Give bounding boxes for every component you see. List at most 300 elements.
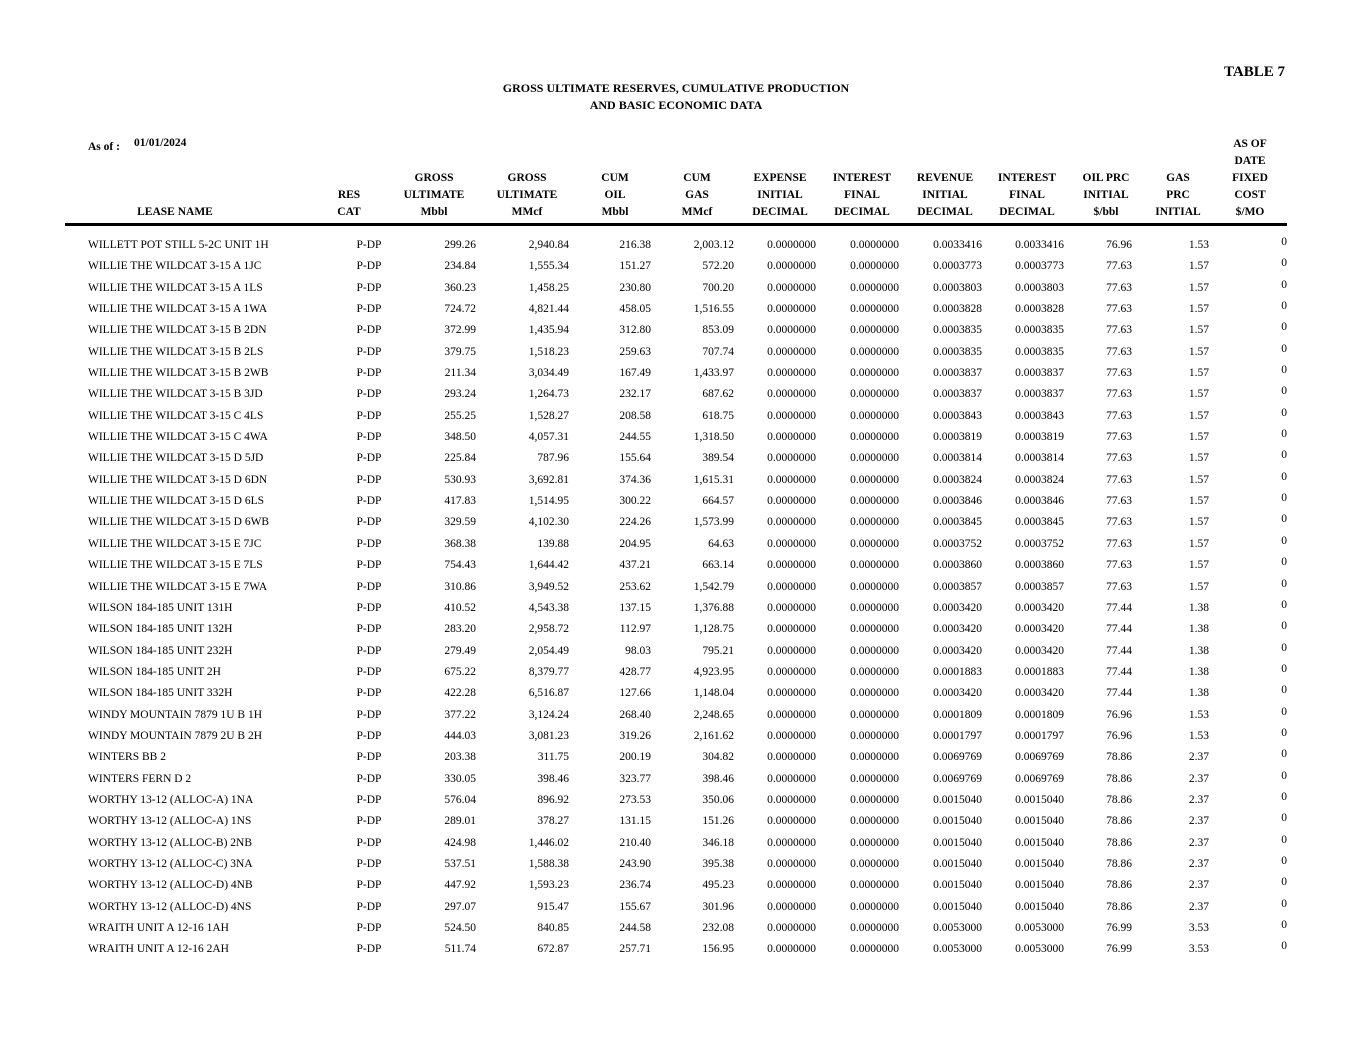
- gross-ult-gas-cell: 4,102.30: [528, 516, 569, 529]
- cum-gas-cell: 853.09: [702, 324, 734, 337]
- interest-final-cell: 0.0000000: [850, 879, 899, 892]
- revenue-initial-cell: 0.0003824: [933, 473, 982, 486]
- table-row: [65, 299, 1287, 320]
- header-gas-prc-line: GAS: [1166, 172, 1190, 184]
- expense-initial-cell: 0.0000000: [767, 537, 816, 550]
- oil-price-cell: 76.99: [1106, 943, 1132, 956]
- header-gross-ult-oil: [404, 170, 465, 221]
- expense-initial-cell: 0.0000000: [767, 665, 816, 678]
- cum-gas-cell: 572.20: [702, 260, 734, 273]
- revenue-initial-cell: 0.0003828: [933, 303, 982, 316]
- table-row: [65, 555, 1287, 576]
- interest-final-cell: 0.0000000: [850, 922, 899, 934]
- header-oil-prc: [1083, 170, 1130, 221]
- revenue-initial-cell: 0.0003773: [933, 260, 982, 273]
- cum-gas-cell: 350.06: [702, 793, 734, 806]
- oil-price-cell: 78.86: [1106, 879, 1132, 892]
- oil-price-cell: 78.86: [1106, 857, 1132, 870]
- header-res-cat: [337, 187, 360, 221]
- gas-price-cell: 1.57: [1188, 495, 1209, 508]
- table-row: [65, 278, 1287, 299]
- expense-initial-cell: 0.0000000: [767, 473, 816, 486]
- cum-gas-cell: 301.96: [702, 900, 734, 913]
- revenue-initial-cell: 0.0003803: [933, 281, 982, 294]
- lease-name-cell: WORTHY 13-12 (ALLOC-B) 2NB: [88, 836, 253, 849]
- report-title-line-1: GROSS ULTIMATE RESERVES, CUMULATIVE PRODUCTION: [502, 81, 850, 95]
- interest-final-cell: 0.0003837: [1015, 388, 1064, 401]
- table-row: [65, 534, 1287, 555]
- cum-oil-cell: 244.58: [619, 922, 651, 934]
- interest-final-cell: 0.0069769: [1015, 751, 1064, 764]
- interest-final-cell: 0.0015040: [1015, 815, 1064, 828]
- res-cat-cell: P-DP: [356, 729, 382, 742]
- header-fixed-cost-line: COST: [1234, 189, 1266, 201]
- header-fixed-cost: [1232, 136, 1268, 221]
- gross-ult-gas-cell: 1,644.42: [528, 559, 569, 572]
- interest-final-cell: 0.0069769: [1015, 772, 1064, 785]
- oil-price-cell: 77.63: [1106, 345, 1132, 358]
- fixed-cost-cell: 0: [1281, 854, 1287, 867]
- fixed-cost-cell: 0: [1281, 940, 1287, 953]
- header-revenue-initial-line: INITIAL: [922, 189, 968, 201]
- interest-final-cell: 0.0003814: [1015, 452, 1064, 465]
- gross-ult-oil-cell: 511.74: [444, 943, 476, 956]
- revenue-initial-cell: 0.0001883: [933, 665, 982, 678]
- gross-ult-oil-cell: 299.26: [444, 239, 476, 251]
- cum-oil-cell: 112.97: [619, 623, 651, 636]
- res-cat-cell: P-DP: [356, 943, 382, 956]
- interest-final-cell: 0.0003420: [1015, 601, 1064, 614]
- oil-price-cell: 76.96: [1106, 708, 1132, 721]
- gas-price-cell: 2.37: [1188, 793, 1209, 806]
- header-oil-prc-line: $/bbl: [1093, 206, 1119, 218]
- header-interest-final-1: [833, 170, 891, 221]
- cum-oil-cell: 98.03: [625, 644, 651, 657]
- gross-ult-gas-cell: 1,514.95: [528, 495, 569, 508]
- oil-price-cell: 77.63: [1106, 537, 1132, 550]
- oil-price-cell: 77.44: [1106, 687, 1132, 700]
- gas-price-cell: 3.53: [1188, 922, 1209, 934]
- interest-final-cell: 0.0003773: [1015, 260, 1064, 273]
- oil-price-cell: 78.86: [1106, 793, 1132, 806]
- interest-final-cell: 0.0003846: [1015, 495, 1064, 508]
- revenue-initial-cell: 0.0003846: [933, 495, 982, 508]
- cum-oil-cell: 253.62: [619, 580, 651, 593]
- oil-price-cell: 76.99: [1106, 922, 1132, 934]
- interest-final-cell: 0.0001809: [1015, 708, 1064, 721]
- oil-price-cell: 77.44: [1106, 623, 1132, 636]
- fixed-cost-cell: 0: [1281, 748, 1287, 761]
- interest-final-cell: 0.0003843: [1015, 409, 1064, 422]
- res-cat-cell: P-DP: [356, 431, 382, 444]
- gross-ult-gas-cell: 1,555.34: [528, 260, 569, 273]
- cum-gas-cell: 663.14: [702, 559, 734, 572]
- gross-ult-oil-cell: 754.43: [444, 559, 476, 572]
- fixed-cost-cell: 0: [1281, 919, 1287, 931]
- table-row: [65, 641, 1287, 662]
- cum-oil-cell: 155.64: [619, 452, 651, 465]
- res-cat-cell: P-DP: [356, 665, 382, 678]
- lease-name-cell: WILLIE THE WILDCAT 3-15 D 6WB: [88, 516, 270, 529]
- lease-name-cell: WILLIE THE WILDCAT 3-15 D 6DN: [88, 473, 268, 486]
- gross-ult-oil-cell: 225.84: [444, 452, 476, 465]
- cum-gas-cell: 1,573.99: [693, 516, 734, 529]
- res-cat-cell: P-DP: [356, 516, 382, 529]
- lease-name-cell: WINTERS BB 2: [88, 751, 166, 764]
- interest-final-cell: 0.0000000: [850, 516, 899, 529]
- expense-initial-cell: 0.0000000: [767, 303, 816, 316]
- res-cat-cell: P-DP: [356, 708, 382, 721]
- table-row: [65, 918, 1287, 939]
- gross-ult-oil-cell: 297.07: [444, 900, 476, 913]
- table-row: [65, 811, 1287, 832]
- gas-price-cell: 1.38: [1188, 665, 1209, 678]
- cum-oil-cell: 244.55: [619, 431, 651, 444]
- header-cum-oil-line: CUM: [601, 172, 629, 184]
- expense-initial-cell: 0.0000000: [767, 922, 816, 934]
- lease-name-cell: WILLIE THE WILDCAT 3-15 B 3JD: [88, 388, 263, 401]
- revenue-initial-cell: 0.0015040: [933, 793, 982, 806]
- gross-ult-oil-cell: 417.83: [444, 495, 476, 508]
- cum-oil-cell: 259.63: [619, 345, 651, 358]
- gross-ult-gas-cell: 398.46: [537, 772, 569, 785]
- fixed-cost-cell: 0: [1281, 492, 1287, 505]
- expense-initial-cell: 0.0000000: [767, 516, 816, 529]
- cum-gas-cell: 687.62: [702, 388, 734, 401]
- gas-price-cell: 1.57: [1188, 345, 1209, 358]
- revenue-initial-cell: 0.0001809: [933, 708, 982, 721]
- fixed-cost-cell: 0: [1281, 428, 1287, 441]
- header-rule: [65, 223, 1287, 226]
- table-row: [65, 470, 1287, 491]
- interest-final-cell: 0.0000000: [850, 751, 899, 764]
- gas-price-cell: 1.57: [1188, 452, 1209, 465]
- header-cum-gas: [682, 170, 713, 221]
- cum-oil-cell: 268.40: [619, 708, 651, 721]
- header-revenue-initial: [917, 170, 973, 221]
- cum-oil-cell: 167.49: [619, 367, 651, 380]
- revenue-initial-cell: 0.0003835: [933, 324, 982, 337]
- gross-ult-oil-cell: 524.50: [444, 922, 476, 934]
- fixed-cost-cell: 0: [1281, 236, 1287, 248]
- gross-ult-gas-cell: 1,435.94: [528, 324, 569, 337]
- header-cum-oil: [601, 170, 628, 221]
- header-interest-final-1-line: FINAL: [844, 189, 880, 201]
- expense-initial-cell: 0.0000000: [767, 836, 816, 849]
- as-of-date: 01/01/2024: [134, 137, 187, 149]
- oil-price-cell: 77.63: [1106, 324, 1132, 337]
- res-cat-cell: P-DP: [356, 687, 382, 700]
- interest-final-cell: 0.0000000: [850, 644, 899, 657]
- gross-ult-oil-cell: 255.25: [444, 409, 476, 422]
- interest-final-cell: 0.0003860: [1015, 559, 1064, 572]
- gas-price-cell: 1.57: [1188, 431, 1209, 444]
- interest-final-cell: 0.0000000: [850, 708, 899, 721]
- lease-name-cell: WILLIE THE WILDCAT 3-15 D 5JD: [88, 452, 264, 465]
- cum-oil-cell: 323.77: [619, 772, 651, 785]
- expense-initial-cell: 0.0000000: [767, 623, 816, 636]
- expense-initial-cell: 0.0000000: [767, 409, 816, 422]
- fixed-cost-cell: 0: [1281, 812, 1287, 825]
- gross-ult-oil-cell: 293.24: [444, 388, 476, 401]
- cum-gas-cell: 664.57: [702, 495, 734, 508]
- oil-price-cell: 77.44: [1106, 665, 1132, 678]
- res-cat-cell: P-DP: [356, 473, 382, 486]
- revenue-initial-cell: 0.0003845: [933, 516, 982, 529]
- revenue-initial-cell: 0.0015040: [933, 815, 982, 828]
- cum-gas-cell: 795.21: [702, 644, 734, 657]
- revenue-initial-cell: 0.0015040: [933, 857, 982, 870]
- fixed-cost-cell: 0: [1281, 641, 1287, 654]
- res-cat-cell: P-DP: [356, 580, 382, 593]
- lease-name-cell: WRAITH UNIT A 12-16 1AH: [88, 922, 229, 934]
- oil-price-cell: 78.86: [1106, 751, 1132, 764]
- oil-price-cell: 78.86: [1106, 815, 1132, 828]
- res-cat-cell: P-DP: [356, 367, 382, 380]
- interest-final-cell: 0.0000000: [850, 943, 899, 956]
- table-row: [65, 577, 1287, 598]
- fixed-cost-cell: 0: [1281, 449, 1287, 462]
- interest-final-cell: 0.0003752: [1015, 537, 1064, 550]
- gas-price-cell: 1.57: [1188, 303, 1209, 316]
- gross-ult-gas-cell: 3,034.49: [528, 367, 569, 380]
- res-cat-cell: P-DP: [356, 559, 382, 572]
- interest-final-cell: 0.0000000: [850, 815, 899, 828]
- table-row: [65, 235, 1287, 256]
- revenue-initial-cell: 0.0003857: [933, 580, 982, 593]
- res-cat-cell: P-DP: [356, 815, 382, 828]
- interest-final-cell: 0.0000000: [850, 729, 899, 742]
- revenue-initial-cell: 0.0069769: [933, 772, 982, 785]
- lease-name-cell: WILLIE THE WILDCAT 3-15 C 4WA: [88, 431, 268, 444]
- lease-name-cell: WILLIE THE WILDCAT 3-15 E 7JC: [88, 537, 262, 550]
- gas-price-cell: 1.38: [1188, 623, 1209, 636]
- interest-final-cell: 0.0000000: [850, 388, 899, 401]
- cum-gas-cell: 1,542.79: [693, 580, 734, 593]
- interest-final-cell: 0.0003803: [1015, 281, 1064, 294]
- lease-name-cell: WRAITH UNIT A 12-16 2AH: [88, 943, 229, 956]
- table-label: TABLE 7: [1224, 64, 1285, 80]
- cum-oil-cell: 127.66: [619, 687, 651, 700]
- interest-final-cell: 0.0003420: [1015, 687, 1064, 700]
- gross-ult-gas-cell: 896.92: [537, 793, 569, 806]
- as-of-label: As of :: [88, 141, 120, 153]
- table-row: [65, 875, 1287, 896]
- revenue-initial-cell: 0.0033416: [933, 239, 982, 251]
- expense-initial-cell: 0.0000000: [767, 260, 816, 273]
- gross-ult-oil-cell: 724.72: [444, 303, 476, 316]
- gross-ult-oil-cell: 537.51: [444, 857, 476, 870]
- oil-price-cell: 77.63: [1106, 452, 1132, 465]
- cum-oil-cell: 319.26: [619, 729, 651, 742]
- table-row: [65, 406, 1287, 427]
- cum-oil-cell: 216.38: [619, 239, 651, 251]
- gross-ult-oil-cell: 283.20: [444, 623, 476, 636]
- header-cum-gas-line: GAS: [685, 189, 709, 201]
- table-row: [65, 790, 1287, 811]
- lease-name-cell: WILLIE THE WILDCAT 3-15 B 2WB: [88, 367, 269, 380]
- lease-name-cell: WILLIE THE WILDCAT 3-15 E 7LS: [88, 559, 263, 572]
- gross-ult-gas-cell: 378.27: [537, 815, 569, 828]
- gas-price-cell: 1.53: [1188, 729, 1209, 742]
- gross-ult-gas-cell: 672.87: [537, 943, 569, 956]
- header-lease: [137, 204, 213, 221]
- table-row: [65, 448, 1287, 469]
- header-gas-prc-line: INITIAL: [1155, 206, 1201, 218]
- revenue-initial-cell: 0.0003814: [933, 452, 982, 465]
- table-row: [65, 897, 1287, 918]
- gas-price-cell: 1.57: [1188, 388, 1209, 401]
- interest-final-cell: 0.0000000: [850, 495, 899, 508]
- oil-price-cell: 77.63: [1106, 409, 1132, 422]
- table-row: [65, 512, 1287, 533]
- gross-ult-oil-cell: 447.92: [444, 879, 476, 892]
- gross-ult-gas-cell: 1,264.73: [528, 388, 569, 401]
- cum-oil-cell: 151.27: [619, 260, 651, 273]
- cum-oil-cell: 236.74: [619, 879, 651, 892]
- gross-ult-gas-cell: 4,821.44: [528, 303, 569, 316]
- oil-price-cell: 77.63: [1106, 431, 1132, 444]
- interest-final-cell: 0.0000000: [850, 836, 899, 849]
- cum-gas-cell: 495.23: [702, 879, 734, 892]
- gross-ult-oil-cell: 360.23: [444, 281, 476, 294]
- cum-gas-cell: 2,161.62: [693, 729, 734, 742]
- gas-price-cell: 1.57: [1188, 516, 1209, 529]
- fixed-cost-cell: 0: [1281, 278, 1287, 291]
- revenue-initial-cell: 0.0053000: [933, 943, 982, 956]
- gross-ult-oil-cell: 310.86: [444, 580, 476, 593]
- cum-gas-cell: 1,433.97: [693, 367, 734, 380]
- interest-final-cell: 0.0000000: [850, 367, 899, 380]
- oil-price-cell: 77.63: [1106, 367, 1132, 380]
- cum-oil-cell: 458.05: [619, 303, 651, 316]
- gross-ult-gas-cell: 8,379.77: [528, 665, 569, 678]
- header-interest-final-2: [998, 170, 1056, 221]
- cum-oil-cell: 273.53: [619, 793, 651, 806]
- header-gross-ult-gas-line: GROSS: [507, 172, 547, 184]
- gas-price-cell: 1.53: [1188, 239, 1209, 251]
- gross-ult-oil-cell: 377.22: [444, 708, 476, 721]
- oil-price-cell: 77.63: [1106, 580, 1132, 593]
- revenue-initial-cell: 0.0003752: [933, 537, 982, 550]
- table-row: [65, 833, 1287, 854]
- fixed-cost-cell: 0: [1281, 342, 1287, 355]
- cum-gas-cell: 1,318.50: [693, 431, 734, 444]
- reserves-table-body: [65, 235, 1287, 961]
- interest-final-cell: 0.0003857: [1015, 580, 1064, 593]
- lease-name-cell: WILSON 184-185 UNIT 131H: [88, 601, 233, 614]
- gross-ult-gas-cell: 139.88: [537, 537, 569, 550]
- cum-gas-cell: 1,615.31: [693, 473, 734, 486]
- cum-gas-cell: 389.54: [702, 452, 734, 465]
- gross-ult-gas-cell: 1,528.27: [528, 409, 569, 422]
- expense-initial-cell: 0.0000000: [767, 345, 816, 358]
- oil-price-cell: 77.63: [1106, 495, 1132, 508]
- res-cat-cell: P-DP: [356, 922, 382, 934]
- revenue-initial-cell: 0.0069769: [933, 751, 982, 764]
- expense-initial-cell: 0.0000000: [767, 324, 816, 337]
- header-fixed-cost-line: DATE: [1234, 155, 1266, 167]
- gross-ult-gas-cell: 1,446.02: [528, 836, 569, 849]
- gross-ult-gas-cell: 3,081.23: [528, 729, 569, 742]
- interest-final-cell: 0.0000000: [850, 580, 899, 593]
- gross-ult-gas-cell: 2,054.49: [528, 644, 569, 657]
- res-cat-cell: P-DP: [356, 879, 382, 892]
- oil-price-cell: 77.63: [1106, 260, 1132, 273]
- revenue-initial-cell: 0.0003420: [933, 644, 982, 657]
- table-row: [65, 256, 1287, 277]
- revenue-initial-cell: 0.0015040: [933, 879, 982, 892]
- res-cat-cell: P-DP: [356, 537, 382, 550]
- cum-gas-cell: 151.26: [702, 815, 734, 828]
- lease-name-cell: WILLIE THE WILDCAT 3-15 B 2DN: [88, 324, 267, 337]
- cum-gas-cell: 398.46: [702, 772, 734, 785]
- header-fixed-cost-line: FIXED: [1232, 172, 1268, 184]
- header-interest-final-1-line: INTEREST: [832, 172, 892, 184]
- gross-ult-gas-cell: 3,124.24: [528, 708, 569, 721]
- gross-ult-gas-cell: 3,949.52: [528, 580, 569, 593]
- gross-ult-oil-cell: 234.84: [444, 260, 476, 273]
- interest-final-cell: 0.0000000: [850, 687, 899, 700]
- res-cat-cell: P-DP: [356, 409, 382, 422]
- cum-oil-cell: 437.21: [619, 559, 651, 572]
- cum-gas-cell: 232.08: [702, 922, 734, 934]
- header-interest-final-2-line: FINAL: [1009, 189, 1045, 201]
- oil-price-cell: 77.63: [1106, 516, 1132, 529]
- cum-oil-cell: 374.36: [619, 473, 651, 486]
- interest-final-cell: 0.0003824: [1015, 473, 1064, 486]
- gas-price-cell: 2.37: [1188, 772, 1209, 785]
- interest-final-cell: 0.0003845: [1015, 516, 1064, 529]
- fixed-cost-cell: 0: [1281, 833, 1287, 846]
- header-cum-oil-line: OIL: [604, 189, 626, 201]
- fixed-cost-cell: 0: [1281, 705, 1287, 718]
- interest-final-cell: 0.0000000: [850, 857, 899, 870]
- res-cat-cell: P-DP: [356, 601, 382, 614]
- fixed-cost-cell: 0: [1281, 598, 1287, 611]
- fixed-cost-cell: 0: [1281, 876, 1287, 889]
- interest-final-cell: 0.0000000: [850, 665, 899, 678]
- interest-final-cell: 0.0015040: [1015, 793, 1064, 806]
- header-gross-ult-gas: [497, 170, 558, 221]
- lease-name-cell: WINDY MOUNTAIN 7879 2U B 2H: [88, 729, 263, 742]
- expense-initial-cell: 0.0000000: [767, 388, 816, 401]
- gas-price-cell: 1.53: [1188, 708, 1209, 721]
- cum-oil-cell: 137.15: [619, 601, 651, 614]
- fixed-cost-cell: 0: [1281, 897, 1287, 910]
- lease-name-cell: WORTHY 13-12 (ALLOC-C) 3NA: [88, 857, 253, 870]
- interest-final-cell: 0.0003835: [1015, 324, 1064, 337]
- lease-name-cell: WORTHY 13-12 (ALLOC-D) 4NS: [88, 900, 252, 913]
- lease-name-cell: WILSON 184-185 UNIT 332H: [88, 687, 233, 700]
- expense-initial-cell: 0.0000000: [767, 580, 816, 593]
- interest-final-cell: 0.0000000: [850, 537, 899, 550]
- oil-price-cell: 78.86: [1106, 772, 1132, 785]
- cum-oil-cell: 210.40: [619, 836, 651, 849]
- interest-final-cell: 0.0000000: [850, 409, 899, 422]
- interest-final-cell: 0.0001883: [1015, 665, 1064, 678]
- revenue-initial-cell: 0.0003420: [933, 687, 982, 700]
- oil-price-cell: 77.63: [1106, 303, 1132, 316]
- expense-initial-cell: 0.0000000: [767, 793, 816, 806]
- interest-final-cell: 0.0003420: [1015, 623, 1064, 636]
- gas-price-cell: 1.57: [1188, 473, 1209, 486]
- lease-name-cell: WILLIE THE WILDCAT 3-15 E 7WA: [88, 580, 268, 593]
- interest-final-cell: 0.0000000: [850, 772, 899, 785]
- interest-final-cell: 0.0015040: [1015, 879, 1064, 892]
- revenue-initial-cell: 0.0003860: [933, 559, 982, 572]
- gross-ult-gas-cell: 915.47: [537, 900, 569, 913]
